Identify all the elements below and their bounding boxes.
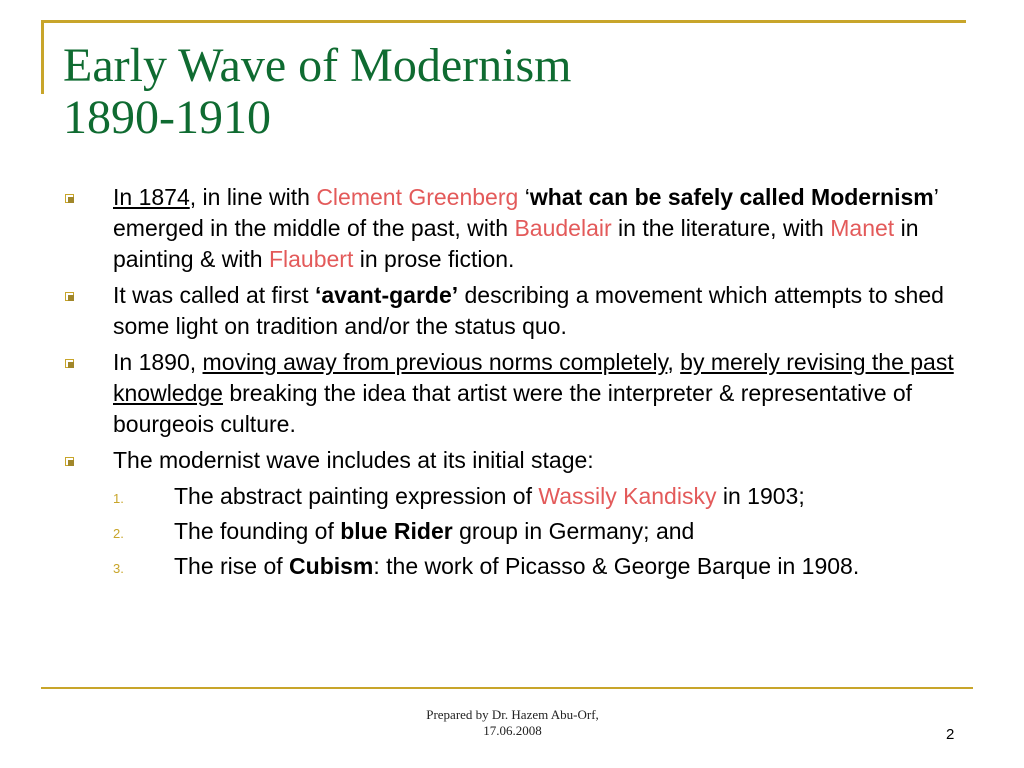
text-run: , in line with bbox=[189, 184, 317, 210]
bold-phrase: Cubism bbox=[289, 553, 374, 579]
underlined-phrase: by merely revising the past knowledge bbox=[113, 349, 954, 406]
text-run: The abstract painting expression of bbox=[174, 483, 539, 509]
text-run: in painting & with bbox=[113, 215, 919, 272]
square-bullet-icon bbox=[65, 457, 74, 466]
text-run: The rise of bbox=[174, 553, 290, 579]
bullet-item-2 bbox=[52, 280, 957, 342]
name-highlight: Manet bbox=[830, 215, 895, 241]
text-run: In 1890, bbox=[113, 349, 203, 375]
text-run: describing a movement which attempts to shed some light on tradition and/or the status quo. bbox=[113, 282, 944, 339]
bold-phrase: blue Rider bbox=[340, 518, 453, 544]
slide-number: 2 bbox=[946, 726, 955, 743]
bold-phrase: what can be safely called Modernism bbox=[529, 184, 934, 210]
title-line-1: Early Wave of Modernism bbox=[63, 39, 572, 92]
text-run: breaking the idea that artist were the interpreter & representative of bourgeois culture. bbox=[113, 380, 913, 437]
bullet-item-1 bbox=[52, 182, 957, 275]
numbered-item-2 bbox=[52, 516, 957, 547]
numbered-item-1 bbox=[52, 481, 957, 512]
text-run: in 1903; bbox=[716, 483, 805, 509]
text-run: group in Germany; and bbox=[452, 518, 695, 544]
square-bullet-icon bbox=[65, 359, 74, 368]
text-run: ’ emerged in the middle of the past, with bbox=[113, 184, 938, 241]
numbered-item-3 bbox=[52, 551, 957, 582]
bullet-item-3 bbox=[52, 347, 957, 440]
bold-phrase: ‘avant-garde’ bbox=[314, 282, 459, 308]
text-run: In 1874 bbox=[113, 184, 190, 210]
slide-title bbox=[63, 40, 571, 144]
square-bullet-icon bbox=[65, 194, 74, 203]
frame-left-bar bbox=[41, 20, 44, 94]
name-highlight: Baudelair bbox=[514, 215, 612, 241]
square-bullet-icon bbox=[65, 292, 74, 301]
title-line-2: 1890-1910 bbox=[63, 91, 271, 144]
text-run: , bbox=[667, 349, 681, 375]
underlined-phrase: moving away from previous norms completely bbox=[202, 349, 668, 375]
footer-credit bbox=[370, 707, 655, 739]
item-number: 3. bbox=[113, 561, 124, 576]
text-run: ‘ bbox=[518, 184, 530, 210]
slide-content bbox=[52, 182, 957, 586]
item-number: 1. bbox=[113, 491, 124, 506]
text-run: in the literature, with bbox=[611, 215, 831, 241]
frame-top-rule bbox=[41, 20, 966, 23]
bullet-item-4 bbox=[52, 445, 957, 476]
text-run: The founding of bbox=[174, 518, 341, 544]
text-run: The modernist wave includes at its initial stage: bbox=[113, 447, 594, 473]
text-run: in prose fiction. bbox=[353, 246, 515, 272]
footer-rule bbox=[41, 687, 973, 689]
item-number: 2. bbox=[113, 526, 124, 541]
text-run: : the work of Picasso & George Barque in 1908. bbox=[373, 553, 860, 579]
name-highlight: Clement Greenberg bbox=[316, 184, 519, 210]
footer-date: 17.06.2008 bbox=[483, 723, 542, 738]
footer-author: Prepared by Dr. Hazem Abu-Orf, bbox=[426, 707, 599, 722]
name-highlight: Flaubert bbox=[268, 246, 354, 272]
name-highlight: Wassily Kandisky bbox=[538, 483, 717, 509]
text-run: It was called at first bbox=[113, 282, 315, 308]
